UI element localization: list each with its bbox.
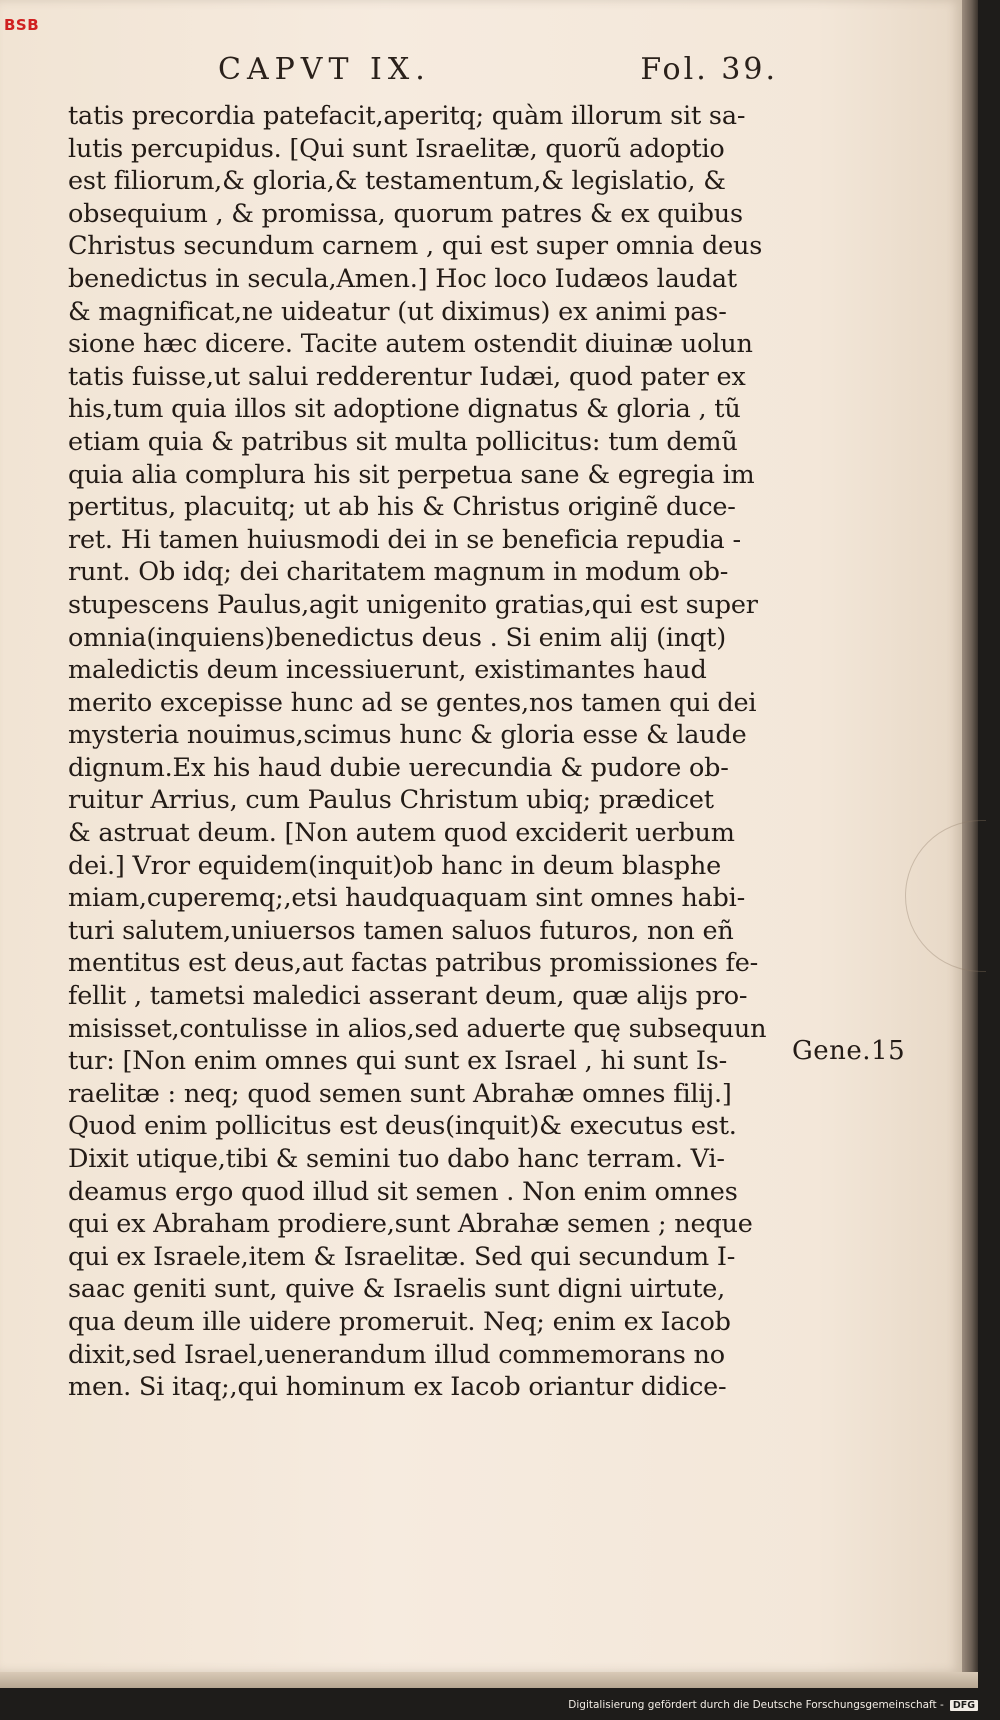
- page-bottom-edge: [0, 1672, 978, 1688]
- text-line: est filiorum,& gloria,& testamentum,& legislatio, &: [68, 166, 726, 197]
- text-line: raelitæ : neq; quod semen sunt Abrahæ omnes filij.]: [68, 1078, 732, 1109]
- text-line: dei.] Vror equidem(inquit)ob hanc in deum blasphe: [68, 850, 722, 881]
- text-line: men. Si itaq;,qui hominum ex Iacob oriantur didice-: [68, 1372, 727, 1403]
- text-line: qui ex Abraham prodiere,sunt Abrahæ semen ; neque: [68, 1209, 753, 1240]
- text-line: maledictis deum incessiuerunt, existimantes haud: [68, 655, 707, 686]
- text-line: dignum.Ex his haud dubie uerecundia & pudore ob-: [68, 752, 729, 783]
- text-line: dixit,sed Israel,uenerandum illud commemorans no: [68, 1339, 725, 1370]
- dfg-logo: DFG: [950, 1700, 978, 1711]
- text-line: misisset,contulisse in alios,sed aduerte quę subsequun: [68, 1013, 767, 1044]
- text-line: merito excepisse hunc ad se gentes,nos tamen qui dei: [68, 687, 757, 718]
- body-text: [68, 100, 788, 1404]
- text-line: stupescens Paulus,agit unigenito gratias,qui est super: [68, 589, 758, 620]
- text-line: tatis precordia patefacit,aperitq; quàm illorum sit sa-: [68, 101, 746, 131]
- text-line: deamus ergo quod illud sit semen . Non enim omnes: [68, 1176, 738, 1207]
- text-line: saac geniti sunt, quive & Israelis sunt digni uirtute,: [68, 1274, 726, 1305]
- text-line: qua deum ille uidere promeruit. Neq; enim ex Iacob: [68, 1306, 731, 1337]
- text-line: benedictus in secula,Amen.] Hoc loco Iudæos laudat: [68, 263, 737, 294]
- text-line: lutis percupidus. [Qui sunt Israelitæ, quorũ adoptio: [68, 133, 725, 164]
- text-line: etiam quia & patribus sit multa pollicitus: tum demũ: [68, 426, 738, 457]
- text-line: tur: [Non enim omnes qui sunt ex Israel , hi sunt Is-: [68, 1046, 728, 1077]
- footer-credit: [568, 1699, 978, 1711]
- text-line: & magnificat,ne uideatur (ut diximus) ex animi pas-: [68, 296, 727, 327]
- text-line: quia alia complura his sit perpetua sane & egregia im: [68, 459, 755, 490]
- text-line: his,tum quia illos sit adoptione dignatus & gloria , tũ: [68, 394, 741, 425]
- text-line: qui ex Israele,item & Israelitæ. Sed qui secundum I-: [68, 1241, 736, 1272]
- folio-number: Fol. 39.: [640, 52, 778, 87]
- library-mark: BSB: [4, 16, 40, 34]
- text-line: ret. Hi tamen huiusmodi dei in se beneficia repudia -: [68, 524, 741, 555]
- text-line: pertitus, placuitq; ut ab his & Christus originẽ duce-: [68, 492, 736, 523]
- text-line: Dixit utique,tibi & semini tuo dabo hanc terram. Vi-: [68, 1144, 725, 1174]
- text-line: tatis fuisse,ut salui redderentur Iudæi, quod pater ex: [68, 361, 746, 392]
- text-line: fellit , tametsi maledici asserant deum, quæ alijs pro-: [68, 981, 748, 1012]
- text-line: mysteria nouimus,scimus hunc & gloria esse & laude: [68, 720, 747, 751]
- funding-credit: Digitalisierung gefördert durch die Deutsche Forschungsgemeinschaft -: [568, 1699, 944, 1711]
- text-line: & astruat deum. [Non autem quod exciderit uerbum: [68, 818, 735, 849]
- text-line: ruitur Arrius, cum Paulus Christum ubiq; prædicet: [68, 785, 714, 816]
- text-line: obsequium , & promissa, quorum patres & ex quibus: [68, 198, 743, 229]
- text-line: sione hæc dicere. Tacite autem ostendit diuinæ uolun: [68, 329, 753, 360]
- text-line: Quod enim pollicitus est deus(inquit)& executus est.: [68, 1111, 737, 1142]
- text-line: mentitus est deus,aut factas patribus promissiones fe-: [68, 948, 759, 979]
- text-line: omnia(inquiens)benedictus deus . Si enim alij (inqt): [68, 622, 726, 653]
- text-line: turi salutem,uniuersos tamen saluos futuros, non eñ: [68, 915, 734, 946]
- text-line: miam,cuperemq;,etsi haudquaquam sint omnes habi-: [68, 883, 746, 914]
- text-line: runt. Ob idq; dei charitatem magnum in modum ob-: [68, 557, 729, 588]
- running-header: [218, 52, 778, 87]
- marginal-note: Gene.15: [792, 1036, 906, 1066]
- text-line: Christus secundum carnem , qui est super omnia deus: [68, 231, 763, 262]
- chapter-heading: CAPVT IX.: [218, 52, 431, 87]
